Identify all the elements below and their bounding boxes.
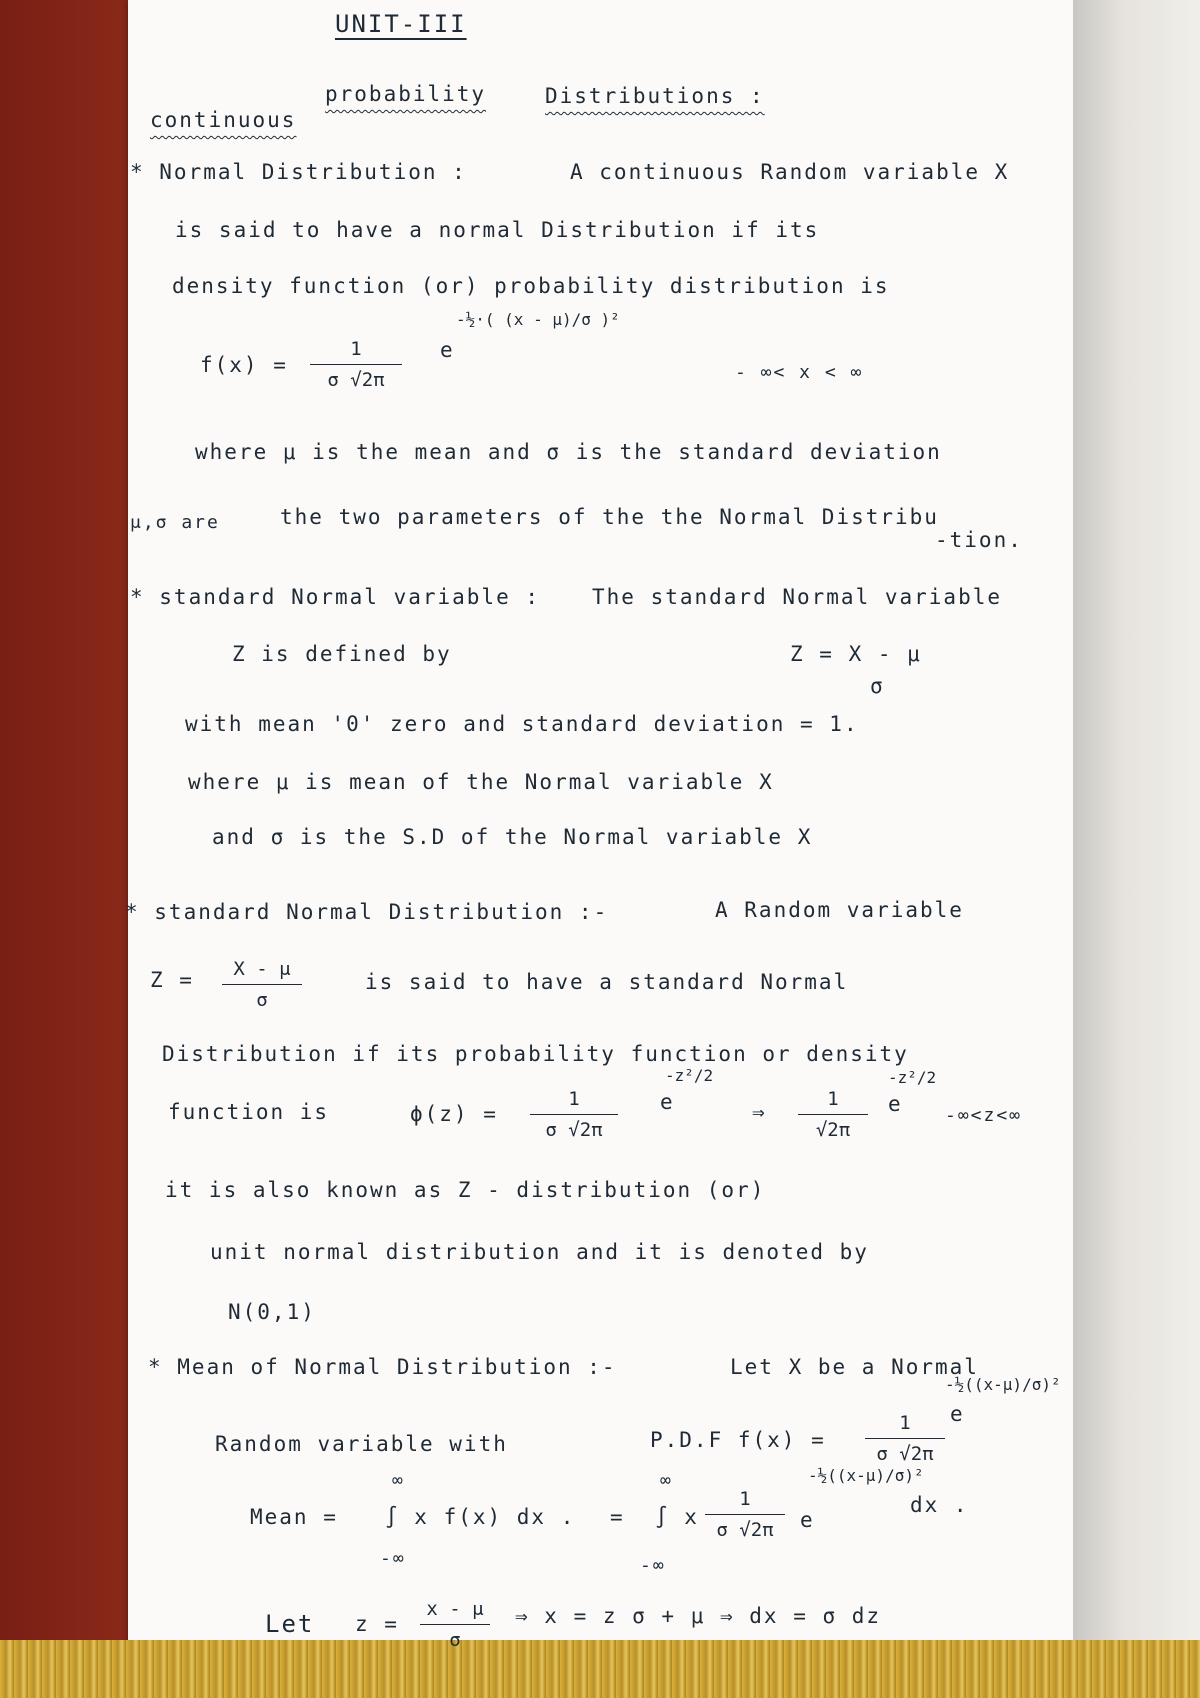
heading-word-1: continuous: [150, 108, 297, 132]
mean-section-exp-top: -½((x-μ)/σ)²: [945, 1375, 1061, 1394]
std-dist-line2: is said to have a standard Normal: [365, 970, 849, 994]
std-var-line4: where μ is mean of the Normal variable X: [188, 770, 774, 794]
mean-numerator: 1: [739, 1488, 751, 1510]
page-edge: [1073, 0, 1200, 1698]
std-dist-z-numerator: X - μ: [233, 958, 291, 980]
pdf-numerator: 1: [899, 1412, 911, 1434]
normal-dist-line2: is said to have a normal Distribution if its: [175, 218, 820, 242]
phi2-denominator: √2π: [815, 1119, 851, 1141]
fraction-bar: [798, 1114, 868, 1115]
phi-e: e: [660, 1090, 675, 1114]
std-var-zdef: Z = X - μ: [790, 642, 922, 666]
mean-exponent: -½((x-μ)/σ)²: [808, 1466, 924, 1485]
std-dist-z-fraction: [222, 958, 302, 1011]
mean-section-line1: Let X be a Normal: [730, 1355, 979, 1379]
pdf-fraction: [865, 1412, 945, 1465]
integral-1: ∫ x f(x) dx .: [385, 1505, 576, 1529]
std-var-line3: with mean '0' zero and standard deviation = 1.: [185, 712, 859, 736]
integral-upper-1: ∞: [392, 1470, 405, 1491]
std-var-label: * standard Normal variable :: [130, 585, 541, 609]
phi-denominator: σ √2π: [545, 1119, 603, 1141]
bottom-border: [0, 1640, 1200, 1698]
mean-lhs: Mean =: [250, 1505, 338, 1529]
pdf-denominator: σ √2π: [876, 1443, 934, 1465]
params-prefix: μ,σ are: [130, 512, 220, 533]
heading-word-3: Distributions :: [545, 84, 765, 108]
phi2-e: e: [888, 1092, 903, 1116]
mean-section-e-top: e: [950, 1402, 965, 1426]
z-sub-denominator: σ: [449, 1629, 461, 1651]
std-dist-z-denominator: σ: [256, 989, 268, 1011]
normal-pdf-lhs: f(x) =: [200, 353, 288, 377]
phi2-fraction: [798, 1088, 868, 1141]
std-dist-line6: unit normal distribution and it is denoted by: [210, 1240, 869, 1264]
normal-pdf-exponent: -½·( (x - μ)/σ )²: [456, 310, 620, 329]
std-dist-line3: Distribution if its probability function or density: [162, 1042, 909, 1066]
mean-e: e: [800, 1508, 815, 1532]
std-var-sigma: σ: [870, 674, 885, 698]
integral-2: ∫ x: [655, 1505, 699, 1529]
phi-numerator: 1: [568, 1088, 580, 1110]
params-line-cont: -tion.: [935, 528, 1023, 552]
mean-fraction: [705, 1488, 785, 1541]
normal-pdf-e: e: [440, 338, 455, 362]
fraction-bar: [530, 1114, 618, 1115]
normal-dist-line1: A continuous Random variable X: [570, 160, 1010, 184]
std-dist-notation: N(0,1): [228, 1300, 316, 1324]
implies-arrow: ⇒: [752, 1100, 767, 1124]
heading-word-2: probability: [325, 82, 487, 106]
fraction-bar: [865, 1438, 945, 1439]
mean-section-pdf: P.D.F f(x) =: [650, 1428, 826, 1452]
std-dist-line4: function is: [168, 1100, 330, 1124]
where-mean-sd: where μ is the mean and σ is the standard deviation: [195, 440, 942, 464]
fraction-bar: [310, 364, 402, 365]
std-dist-range: -∞<z<∞: [945, 1105, 1023, 1126]
phi2-numerator: 1: [827, 1088, 839, 1110]
let-word: Let: [265, 1610, 315, 1638]
mean-dx: dx .: [910, 1493, 969, 1517]
fraction-bar: [705, 1514, 785, 1515]
normal-pdf-fraction: [310, 338, 402, 391]
params-line: the two parameters of the the Normal Distribu: [280, 505, 939, 529]
mean-denominator: σ √2π: [716, 1519, 774, 1541]
phi2-exponent: -z²/2: [888, 1068, 937, 1087]
mean-section-line2: Random variable with: [215, 1432, 508, 1456]
integral-lower-2: -∞: [640, 1555, 666, 1576]
normal-pdf-range: - ∞< x < ∞: [735, 362, 864, 383]
phi-fraction: [530, 1088, 618, 1141]
fraction-bar: [222, 984, 302, 985]
fraction-bar: [420, 1624, 490, 1625]
std-dist-z-lhs: Z =: [150, 968, 194, 992]
std-var-line2: Z is defined by: [232, 642, 452, 666]
std-dist-label: * standard Normal Distribution :-: [125, 900, 609, 924]
z-sub-lhs: z =: [355, 1612, 399, 1636]
std-var-line1: The standard Normal variable: [592, 585, 1003, 609]
std-var-line5: and σ is the S.D of the Normal variable X: [212, 825, 813, 849]
normal-pdf-numerator: 1: [350, 338, 362, 360]
std-dist-line1: A Random variable: [715, 898, 964, 922]
z-sub-numerator: x - μ: [426, 1598, 484, 1620]
z-sub-fraction: [420, 1598, 490, 1651]
phi-lhs: ϕ(z) =: [410, 1102, 498, 1126]
std-dist-line5: it is also known as Z - distribution (or): [165, 1178, 766, 1202]
substitution-line: ⇒ x = z σ + μ ⇒ dx = σ dz: [515, 1604, 882, 1628]
mean-section-label: * Mean of Normal Distribution :-: [148, 1355, 617, 1379]
integral-lower-1: -∞: [380, 1548, 406, 1569]
integral-upper-2: ∞: [660, 1470, 673, 1491]
phi-exponent: -z²/2: [665, 1066, 714, 1085]
normal-dist-line3: density function (or) probability distribution is: [172, 274, 890, 298]
normal-pdf-denominator: σ √2π: [327, 369, 385, 391]
page-title: UNIT-III: [335, 10, 467, 38]
normal-dist-label: * Normal Distribution :: [130, 160, 467, 184]
equals-sign: =: [610, 1505, 625, 1529]
